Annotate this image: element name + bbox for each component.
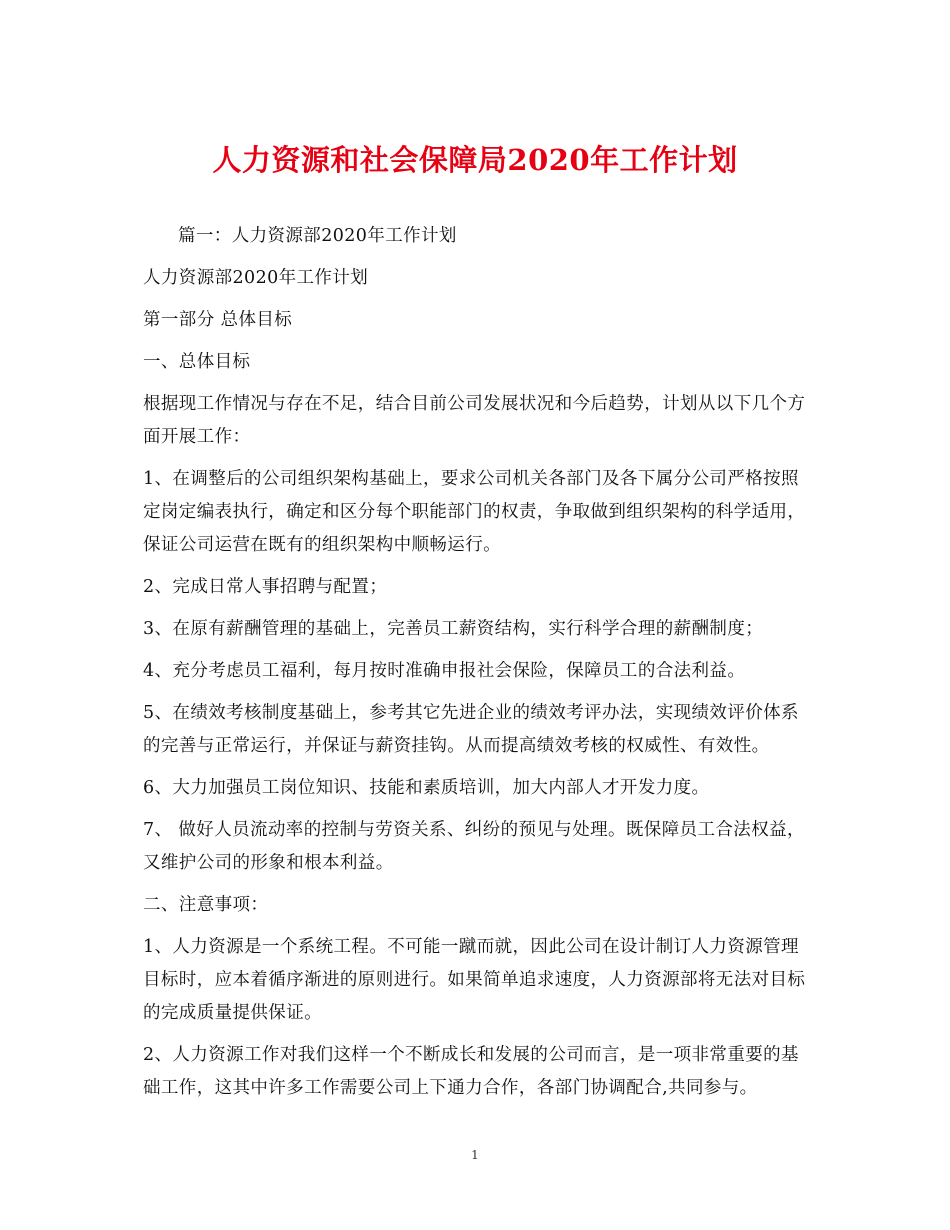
- chapter-heading-notes: 二、注意事项：: [143, 895, 269, 915]
- list-item: 2、完成日常人事招聘与配置；: [143, 577, 388, 597]
- list-item: 5、在绩效考核制度基础上，参考其它先进企业的绩效考评办法，实现绩效评价体系的完善与正常运行，并保证与薪资挂钩。从而提高绩效考核的权威性、有效性。: [143, 703, 799, 756]
- section-heading: 篇一：人力资源部2020年工作计划: [178, 226, 457, 246]
- subheading: 人力资源部2020年工作计划: [143, 268, 369, 288]
- list-item: 7、 做好人员流动率的控制与劳资关系、纠纷的预见与处理。既保障员工合法权益，又维护公司的形象和根本利益。: [143, 820, 805, 873]
- list-item: 3、在原有薪酬管理的基础上，完善员工薪资结构，实行科学合理的薪酬制度；: [143, 619, 764, 639]
- list-item: 1、在调整后的公司组织架构基础上，要求公司机关各部门及各下属分公司严格按照定岗定编表执行，确定和区分每个职能部门的权责，争取做到组织架构的科学适用，保证公司运营在既有的组织架构中顺畅运行。: [143, 469, 806, 555]
- list-item: 4、充分考虑员工福利，每月按时准确申报社会保险，保障员工的合法利益。: [143, 661, 746, 681]
- page-number: 1: [471, 1148, 479, 1162]
- list-item: 2、人力资源工作对我们这样一个不断成长和发展的公司而言，是一项非常重要的基础工作，这其中许多工作需要公司上下通力合作，各部门协调配合,共同参与。: [143, 1045, 799, 1098]
- chapter-heading-goals: 一、总体目标: [143, 352, 251, 372]
- part-heading: 第一部分 总体目标: [143, 310, 293, 330]
- document-body: [143, 220, 808, 1114]
- list-item: 6、大力加强员工岗位知识、技能和素质培训，加大内部人才开发力度。: [143, 778, 710, 798]
- document-title: 人力资源和社会保障局2020年工作计划: [212, 143, 738, 177]
- paragraph: 根据现工作情况与存在不足，结合目前公司发展状况和今后趋势，计划从以下几个方面开展工作：: [143, 394, 806, 447]
- list-item: 1、人力资源是一个系统工程。不可能一蹴而就，因此公司在设计制订人力资源管理目标时，应本着循序渐进的原则进行。如果简单追求速度，人力资源部将无法对目标的完成质量提供保证。: [143, 937, 806, 1023]
